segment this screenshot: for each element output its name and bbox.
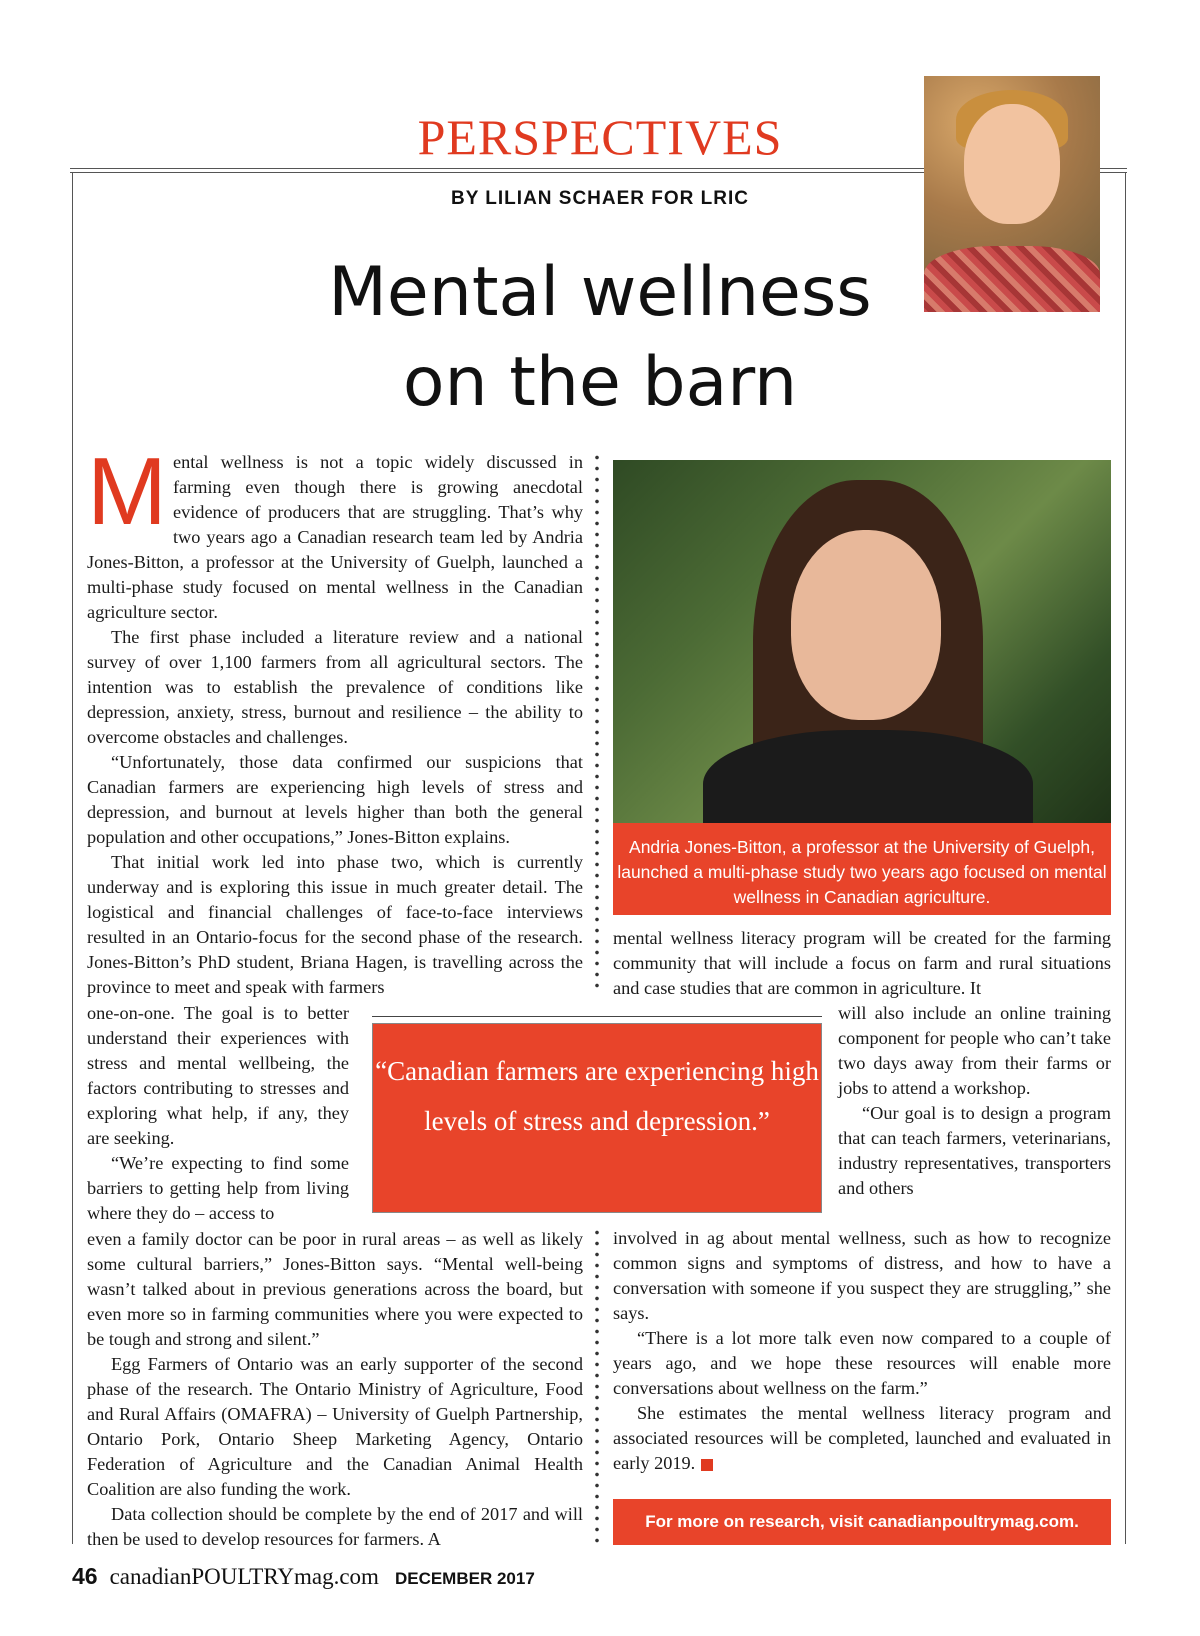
byline: BY LILIAN SCHAER FOR LRIC: [450, 188, 750, 209]
footer-site[interactable]: canadianPOULTRYmag.com: [109, 1564, 379, 1589]
headline: [250, 248, 950, 428]
paragraph-1-text: ental wellness is not a topic widely discussed in farming even though there is growing anecdotal evidence of producers that are struggling. That’s why two years ago a Canadian research team led by Andria Jones-Bitton, a professor at the University of Guelph, launched a multi-phase study focused on mental wellness in the Canadian agriculture sector.: [87, 452, 583, 622]
end-of-article-mark: [701, 1459, 713, 1471]
page-footer: [72, 1563, 535, 1590]
article-column-right-bottom: [613, 1226, 1111, 1476]
section-title: PERSPECTIVES: [417, 109, 783, 165]
headline-line-2: on the barn: [402, 343, 798, 422]
right-paragraph-1-continued: will also include an online training component for people who can’t take two days away from their farms or jobs to attend a workshop.: [838, 1003, 1111, 1098]
paragraph-4: That initial work led into phase two, which is currently underway and is exploring this issue in much greater detail. The logistical and financial challenges of face-to-face interviews resulted in an Ontario-focus for the second phase of the research. Jones-Bitton’s PhD student, Briana Hagen, is travelling across the province to meet and speak with farmers: [87, 852, 583, 997]
article-column-right-mid: [838, 1001, 1111, 1201]
right-paragraph-2-start: “Our goal is to design a program that can teach farmers, veterinarians, industry representatives, transporters and others: [838, 1103, 1111, 1198]
pullquote: “Canadian farmers are experiencing high levels of stress and depression.”: [372, 1023, 822, 1213]
article-column-right-top: [613, 926, 1111, 1001]
footer-date: DECEMBER 2017: [394, 1569, 535, 1588]
promo-banner[interactable]: For more on research, visit canadianpoultrymag.com.: [613, 1499, 1111, 1545]
author-blouse: [924, 246, 1100, 312]
paragraph-4-continued: one-on-one. The goal is to better understand their experiences with stress and mental wellbeing, the factors contributing to stresses and exploring what help, if any, they are seeking.: [87, 1003, 349, 1148]
paragraph-1: [87, 438, 583, 625]
paragraph-3: “Unfortunately, those data confirmed our suspicions that Canadian farmers are experiencing high levels of stress and depression, and burnout at levels higher than both the general population and other occupations,” Jones-Bitton explains.: [87, 752, 583, 847]
pullquote-rule: [372, 1016, 822, 1017]
page-number: 46: [72, 1563, 98, 1589]
right-paragraph-3: “There is a lot more talk even now compared to a couple of years ago, and we hope these resources will enable more conversations about wellness on the farm.”: [613, 1328, 1111, 1398]
drop-cap: M: [87, 438, 167, 545]
article-column-left-bottom: [87, 1227, 583, 1552]
headline-line-1: Mental wellness: [328, 253, 872, 332]
paragraph-7: Data collection should be complete by the end of 2017 and will then be used to develop resources for farmers. A: [87, 1504, 583, 1549]
right-paragraph-1: mental wellness literacy program will be created for the farming community that will include a focus on farm and rural situations and case studies that are common in agriculture. It: [613, 928, 1111, 998]
column-divider-dots-lower: [594, 1227, 600, 1545]
column-divider-dots: [594, 452, 600, 992]
subject-shirt: [703, 730, 1033, 823]
right-paragraph-4: [613, 1401, 1111, 1476]
article-column-left-mid: [87, 1001, 349, 1226]
paragraph-6: Egg Farmers of Ontario was an early supporter of the second phase of the research. The Ontario Ministry of Agriculture, Food and Rural Affairs (OMAFRA) – University of Guelph Partnership, Ontario Pork, Ontario Sheep Marketing Agency, Ontario Federation of Agriculture and the Canadian Animal Health Coalition are also funding the work.: [87, 1354, 583, 1499]
feature-photo: [613, 460, 1111, 823]
paragraph-5-continued: even a family doctor can be poor in rural areas – as well as likely some cultural barriers,” Jones-Bitton says. “Mental well-being wasn’t talked about in previous generations across the board, but even more so in farming communities where you were expected to be tough and strong and silent.”: [87, 1229, 583, 1349]
right-paragraph-2-continued: involved in ag about mental wellness, such as how to recognize common signs and symptoms of distress, and how to have a conversation with someone if you suspect they are struggling,” she says.: [613, 1228, 1111, 1323]
article-column-left: [87, 438, 583, 1000]
frame-right-border: [1125, 172, 1126, 1544]
subject-face: [791, 530, 941, 720]
frame-left-border: [72, 172, 73, 1544]
photo-caption: Andria Jones-Bitton, a professor at the University of Guelph, launched a multi-phase study two years ago focused on mental wellness in Canadian agriculture.: [613, 823, 1111, 915]
right-paragraph-4-text: She estimates the mental wellness literacy program and associated resources will be completed, launched and evaluated in early 2019.: [613, 1403, 1111, 1473]
paragraph-5-start: “We’re expecting to find some barriers to getting help from living where they do – access to: [87, 1153, 349, 1223]
paragraph-2: The first phase included a literature review and a national survey of over 1,100 farmers from all agricultural sectors. The intention was to establish the prevalence of conditions like depression, anxiety, stress, burnout and resilience – the ability to overcome obstacles and challenges.: [87, 627, 583, 747]
